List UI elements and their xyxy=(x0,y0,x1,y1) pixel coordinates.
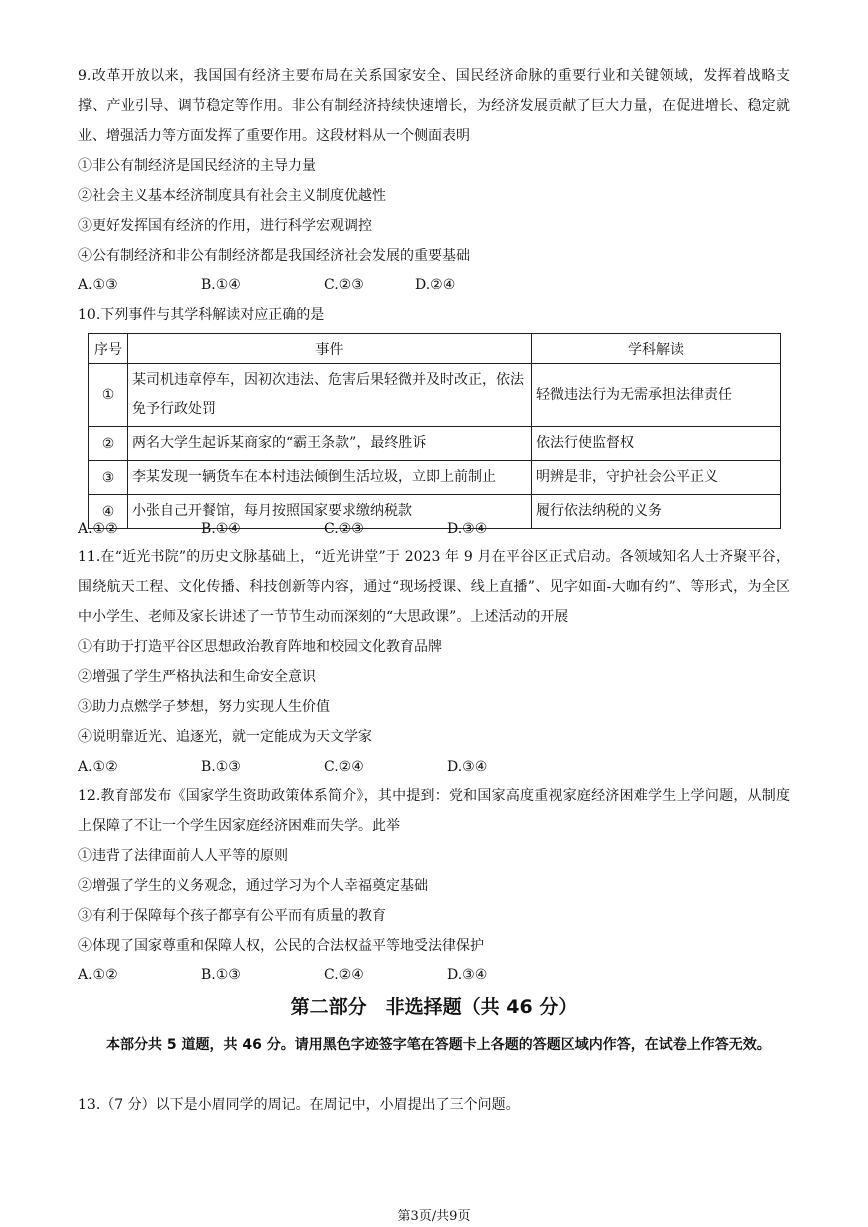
q11-option-c: C.②④ xyxy=(324,759,364,775)
q12-item-1: ①违背了法律面前人人平等的原则 xyxy=(78,848,288,864)
q9-item-4: ④公有制经济和非公有制经济都是我国经济社会发展的重要基础 xyxy=(78,248,470,264)
row-number: ③ xyxy=(89,461,128,495)
q12-stem: 12.教育部发布《国家学生资助政策体系简介》，其中提到：党和国家高度重视家庭经济困难学生上学问题，从制度上保障了不让一个学生因家庭经济困难而失学。此举 xyxy=(78,788,790,834)
row-event: 两名大学生起诉某商家的“霸王条款”，最终胜诉 xyxy=(128,427,532,461)
section-title: 第二部分 非选择题（共 46 分） xyxy=(290,996,578,1018)
q10-stem: 10.下列事件与其学科解读对应正确的是 xyxy=(78,307,325,323)
q12-option-b: B.①③ xyxy=(201,967,241,983)
q10-option-a: A.①② xyxy=(78,521,118,537)
q12-option-d: D.③④ xyxy=(447,967,488,983)
q10-table xyxy=(88,333,781,529)
q12-option-c: C.②④ xyxy=(324,967,364,983)
part2-instructions: 本部分共 5 道题，共 46 分。请用黑色字迹签字笔在答题卡上各题的答题区域内作答，在试卷上作答无效。 xyxy=(106,1037,771,1053)
row-number: ② xyxy=(89,427,128,461)
q12-item-3: ③有利于保障每个孩子都享有公平而有质量的教育 xyxy=(78,908,386,924)
q11-option-a: A.①② xyxy=(78,759,118,775)
q9-stem: 9.改革开放以来，我国国有经济主要布局在关系国家安全、国民经济命脉的重要行业和关键领域，发挥着战略支撑、产业引导、调节稳定等作用。非公有制经济持续快速增长，为经济发展贡献了巨大力量，在促进增长、稳定就业、增强活力等方面发挥了重要作用。这段材料从一个侧面表明 xyxy=(78,68,790,144)
row-interpretation: 轻微违法行为无需承担法律责任 xyxy=(532,364,781,427)
row-number: ④ xyxy=(89,495,128,529)
q11-item-2: ②增强了学生严格执法和生命安全意识 xyxy=(78,669,316,685)
table-row xyxy=(89,364,781,427)
row-interpretation: 明辨是非，守护社会公平正义 xyxy=(532,461,781,495)
q11-option-d: D.③④ xyxy=(447,759,488,775)
page-number: 第3页/共9页 xyxy=(397,1209,471,1224)
q9-option-d: D.②④ xyxy=(415,277,456,293)
table-row xyxy=(89,461,781,495)
q12-item-4: ④体现了国家尊重和保障人权，公民的合法权益平等地受法律保护 xyxy=(78,938,484,954)
header-number: 序号 xyxy=(89,334,128,364)
q9-option-c: C.②③ xyxy=(324,277,364,293)
table-row xyxy=(89,427,781,461)
q10-option-d: D.③④ xyxy=(447,521,488,537)
table-row xyxy=(89,495,781,529)
header-event: 事件 xyxy=(128,334,532,364)
q13-stem: 13.（7 分）以下是小眉同学的周记。在周记中，小眉提出了三个问题。 xyxy=(78,1097,520,1113)
q11-stem: 11.在“近光书院”的历史文脉基础上，“近光讲堂”于 2023 年 9 月在平谷区正式启动。各领域知名人士齐聚平谷，围绕航天工程、文化传播、科技创新等内容，通过“现场授课、线上直播”、见字如面-大咖有约”、等形式，为全区中小学生、老师及家长讲述了一节节生动而深刻的“大思政课”。上述活动的开展 xyxy=(78,549,790,625)
table-header-row xyxy=(89,334,781,364)
q9-option-a: A.①③ xyxy=(78,277,118,293)
header-interpretation: 学科解读 xyxy=(532,334,781,364)
row-event: 小张自己开餐馆，每月按照国家要求缴纳税款 xyxy=(128,495,532,529)
row-event: 李某发现一辆货车在本村违法倾倒生活垃圾，立即上前制止 xyxy=(128,461,532,495)
row-number: ① xyxy=(89,364,128,427)
q11-item-3: ③助力点燃学子梦想，努力实现人生价值 xyxy=(78,699,330,715)
q11-option-b: B.①③ xyxy=(201,759,241,775)
row-event: 某司机违章停车，因初次违法、危害后果轻微并及时改正，依法免予行政处罚 xyxy=(128,364,532,427)
q11-item-1: ①有助于打造平谷区思想政治教育阵地和校园文化教育品牌 xyxy=(78,639,442,655)
q10-option-b: B.①④ xyxy=(201,521,241,537)
q10-option-c: C.②③ xyxy=(324,521,364,537)
row-interpretation: 履行依法纳税的义务 xyxy=(532,495,781,529)
q11-item-4: ④说明靠近光、追逐光，就一定能成为天文学家 xyxy=(78,729,372,745)
q9-item-1: ①非公有制经济是国民经济的主导力量 xyxy=(78,158,316,174)
q12-item-2: ②增强了学生的义务观念，通过学习为个人幸福奠定基础 xyxy=(78,878,428,894)
q12-option-a: A.①② xyxy=(78,967,118,983)
row-interpretation: 依法行使监督权 xyxy=(532,427,781,461)
q9-item-2: ②社会主义基本经济制度具有社会主义制度优越性 xyxy=(78,188,386,204)
q9-option-b: B.①④ xyxy=(201,277,241,293)
q9-item-3: ③更好发挥国有经济的作用，进行科学宏观调控 xyxy=(78,218,372,234)
